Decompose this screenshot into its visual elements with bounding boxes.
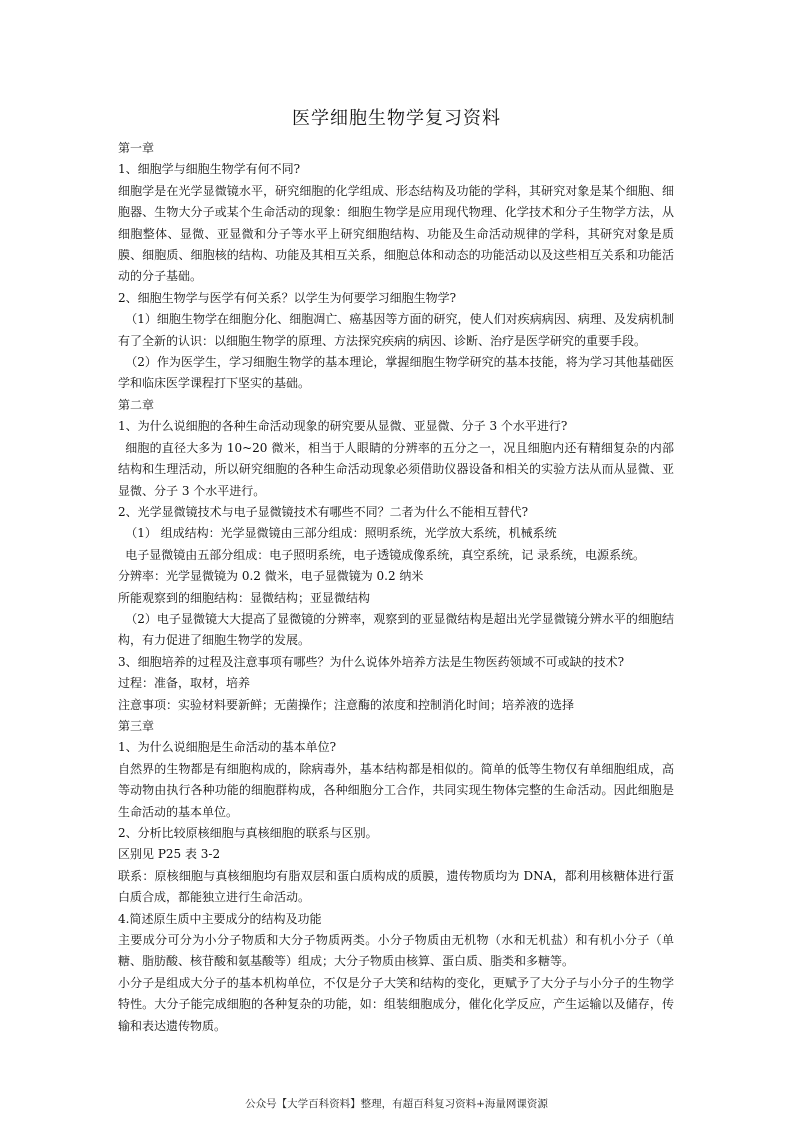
question: 1、为什么说细胞是生命活动的基本单位? — [118, 740, 337, 755]
answer-paragraph: 所能观察到的细胞结构：显微结构；亚显微结构 — [118, 590, 371, 605]
page-footer: 公众号【大学百科资料】整理，有超百科复习资料+海量网课资源 — [245, 1098, 548, 1110]
question: 2、细胞生物学与医学有何关系？以学生为何要学习细胞生物学? — [118, 290, 457, 305]
answer-paragraph: 细胞的直径大多为 10~20 微米，相当于人眼睛的分辨率的五分之一，况且细胞内还有精细复杂的内部结构和生理活动，所以研究细胞的各种生命活动现象必须借助仪器设备和相关的实验方法从而从显微、亚显微、分子 3 个水平进行。 — [118, 440, 674, 498]
question: 4.简述原生质中主要成分的结构及功能 — [118, 911, 322, 926]
answer-paragraph: 自然界的生物都是有细胞构成的，除病毒外，基本结构都是相似的。简单的低等生物仅有单细胞组成，高等动物由执行各种功能的细胞群构成，各种细胞分工合作，共同实现生物体完整的生命活动。因此细胞是生命活动的基本单位。 — [118, 761, 674, 819]
answer-paragraph: 过程：准备，取材，培养 — [118, 676, 251, 691]
answer-paragraph: （2）作为医学生，学习细胞生物学的基本理论，掌握细胞生物学研究的基本技能，将为学习其他基础医学和临床医学课程打下坚实的基础。 — [118, 355, 674, 391]
question: 3、细胞培养的过程及注意事项有哪些？为什么说体外培养方法是生物医药领域不可或缺的技术? — [118, 654, 625, 669]
question: 1、细胞学与细胞生物学有何不同? — [118, 162, 301, 177]
answer-paragraph: 细胞学是在光学显微镜水平，研究细胞的化学组成、形态结构及功能的学科，其研究对象是某个细胞、细胞器、生物大分子或某个生命活动的现象：细胞生物学是应用现代物理、化学技术和分子生物学方法，从细胞整体、显微、亚显微和分子等水平上研究细胞结构、功能及生命活动规律的学科，其研究对象是质膜、细胞质、细胞核的结构、功能及其相互关系，细胞总体和动态的功能活动以及这些相互关系和功能活动的分子基础。 — [118, 183, 674, 284]
answer-paragraph: 注意事项：实验材料要新鲜；无菌操作；注意酶的浓度和控制消化时间；培养液的选择 — [118, 697, 575, 712]
answer-paragraph: 分辨率：光学显微镜为 0.2 微米，电子显微镜为 0.2 纳米 — [118, 569, 424, 584]
question: 2、分析比较原核细胞与真核细胞的联系与区别。 — [118, 826, 378, 840]
chapter-heading: 第三章 — [118, 718, 155, 733]
answer-paragraph: （2）电子显微镜大大提高了显微镜的分辨率，观察到的亚显微结构是超出光学显微镜分辨水平的细胞结构，有力促进了细胞生物学的发展。 — [118, 611, 674, 648]
answer-paragraph: 主要成分可分为小分子物质和大分子物质两类。小分子物质由无机物（水和无机盐）和有机小分子（单糖、脂肪酸、核苷酸和氨基酸等）组成；大分子物质由核算、蛋白质、脂类和多糖等。 — [118, 933, 674, 969]
chapter-heading: 第一章 — [118, 141, 155, 155]
answer-paragraph: 小分子是组成大分子的基本机构单位，不仅是分子大笑和结构的变化，更赋予了大分子与小分子的生物学特性。大分子能完成细胞的各种复杂的功能，如：组装细胞成分，催化化学反应，产生运输以及储存，传输和表达遗传物质。 — [118, 975, 674, 1033]
answer-paragraph: 电子显微镜由五部分组成：电子照明系统，电子透镜成像系统，真空系统，记 录系统，电源系统。 — [125, 547, 646, 562]
question: 1、为什么说细胞的各种生命活动现象的研究要从显微、亚显微、分子 3 个水平进行? — [118, 419, 568, 434]
answer-paragraph: （1）细胞生物学在细胞分化、细胞凋亡、癌基因等方面的研究，使人们对疾病病因、病理、及发病机制有了全新的认识：以细胞生物学的原理、方法探究疾病的病因、诊断、治疗是医学研究的重要手段。 — [118, 312, 674, 348]
chapter-heading: 第二章 — [118, 397, 155, 412]
answer-paragraph: 联系：原核细胞与真核细胞均有脂双层和蛋白质构成的质膜，遗传物质均为 DNA，都利用核糖体进行蛋白质合成，都能独立进行生命活动。 — [118, 868, 674, 905]
answer-paragraph: （1） 组成结构：光学显微镜由三部分组成：照明系统，光学放大系统，机械系统 — [125, 526, 557, 541]
document-body — [118, 138, 674, 1037]
question: 2、光学显微镜技术与电子显微镜技术有哪些不同？二者为什么不能相互替代? — [118, 504, 529, 519]
document-title: 医学细胞生物学复习资料 — [292, 108, 501, 129]
answer-paragraph: 区别见 P25 表 3-2 — [118, 847, 221, 862]
